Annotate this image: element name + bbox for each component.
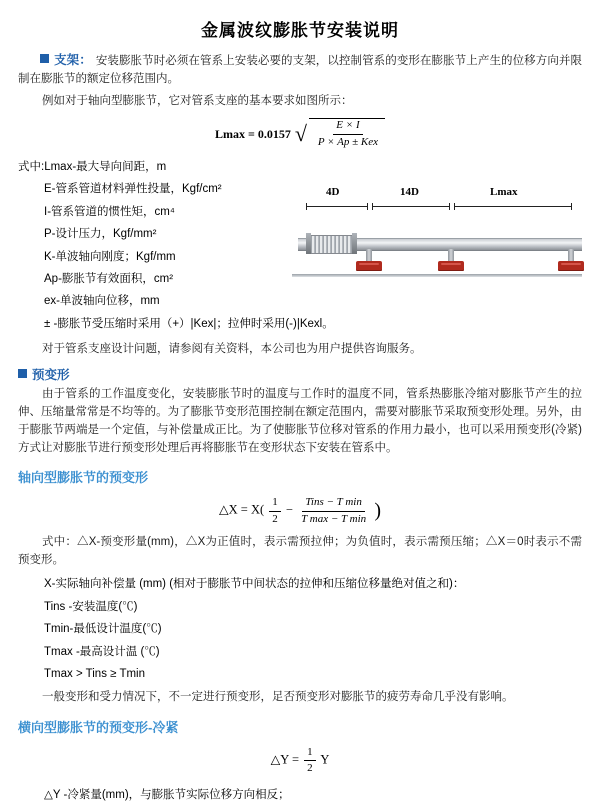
- diagram-dimension-rules: [292, 202, 582, 212]
- support-closing-paragraph: 对于管系支座设计问题，请参阅有关资料，本公司也为用户提供咨询服务。: [42, 343, 422, 356]
- pipe-support: [438, 249, 464, 275]
- lateral-equation: [18, 746, 582, 775]
- dimension-label-4d: 4D: [326, 186, 340, 198]
- definition-item: I-管系管道的惯性矩，cm⁴: [44, 205, 175, 218]
- lmax-formula-inner: [215, 118, 385, 150]
- predeform-heading-label: 预变形: [32, 368, 70, 383]
- ground-line: [292, 274, 582, 277]
- bellows-expansion-joint: [310, 235, 354, 254]
- lateral-equation-rhs: Y: [320, 752, 330, 767]
- axial-note-paragraph: 式中：△X-预变形量(mm)，△X为正值时，表示需预拉伸；为负值时，表示需预压缩；△X＝0时表示不需预变形。: [18, 535, 582, 566]
- predeform-heading: [18, 365, 582, 383]
- pipe-scene: [292, 212, 582, 290]
- axial-half-den: 2: [272, 512, 278, 525]
- definition-item: Ap-膨胀节有效面积，cm²: [44, 273, 174, 286]
- lmax-fraction: [311, 119, 385, 150]
- axial-definitions: [18, 573, 582, 685]
- axial-predeform-heading: 轴向型膨胀节的预变形: [18, 470, 149, 486]
- support-base: [356, 261, 382, 270]
- axial-fraction-temp: [298, 496, 369, 525]
- axial-equation-lhs: △X = X(: [219, 502, 265, 517]
- dimension-rule-4d: [306, 206, 368, 207]
- support-example-paragraph: 例如对于轴向型膨胀节，它对管系支座的基本要求如图所示：: [42, 94, 353, 107]
- definition-item: 式中:Lmax-最大导向间距，m: [18, 160, 167, 173]
- pipe-support: [558, 249, 584, 275]
- lateral-fraction-half: [304, 746, 316, 775]
- lmax-formula-body: [215, 118, 385, 150]
- support-heading: 支架：: [18, 55, 96, 67]
- definition-item: X-实际轴向补偿量 (mm) (相对于膨胀节中间状态的拉伸和压缩位移量绝对值之和)：: [44, 578, 465, 591]
- definition-item: K-单波轴向刚度；Kgf/mm: [44, 250, 176, 263]
- lmax-numerator: E × I: [333, 119, 362, 135]
- support-paragraph-text: 安装膨胀节时必须在管系上安装必要的支架，以控制管系的变形在膨胀节上产生的位移方向并限制在膨胀节的额定位移范围内。: [18, 55, 582, 85]
- axial-paren-close: ): [374, 499, 381, 522]
- lmax-formula: [18, 118, 582, 150]
- predeform-paragraph: 由于管系的工作温度变化，安装膨胀节时的温度与工作时的温度不同，管系热膨胀冷缩对膨胀节产生的拉伸、压缩量常常是不均等的。为了膨胀节变形范围控制在额定范围内，需要对膨胀节采取预变形处理。另外，由于膨胀节两端是一个定值，与补偿量成正比。为了使膨胀节位移对管系的作用力最小，也可以采用预变形(冷紧)方式让对膨胀节进行预变形处理后再将膨胀节在变形状态下安装在管系中。: [18, 388, 582, 454]
- support-base: [558, 261, 584, 270]
- pipe-collar: [306, 233, 311, 254]
- axial-half-num: 1: [269, 496, 281, 511]
- axial-minus-sign: −: [285, 502, 293, 517]
- axial-temp-den: T max − T min: [301, 512, 367, 525]
- page-title: 金属波纹膨胀节安装说明: [201, 21, 399, 40]
- definition-item: ± -膨胀节受压缩时采用（+）|Kex|；拉伸时采用(-)|Kexl。: [44, 317, 334, 330]
- definition-item: E-管系管道材料弹性投量，Kgf/cm²: [44, 183, 222, 196]
- definition-item: P-设计压力，Kgf/mm²: [44, 228, 157, 241]
- definition-item: Tmax -最高设计温 (℃): [44, 645, 160, 658]
- definition-item: Tins -安装温度(℃): [44, 600, 138, 613]
- radical-content: [309, 118, 385, 150]
- support-base: [438, 261, 464, 270]
- piping-support-diagram: [292, 186, 582, 296]
- lmax-denominator: P × Ap ± Kex: [317, 136, 379, 149]
- definition-item: Tmin-最低设计温度(℃): [44, 623, 162, 636]
- dimension-rule-14d: [372, 206, 450, 207]
- lateral-predeform-heading: 横向型膨胀节的预变形-冷紧: [18, 720, 179, 736]
- lmax-formula-lhs: Lmax = 0.0157: [214, 126, 291, 141]
- definition-item: ex-单波轴向位移，mm: [44, 295, 160, 308]
- lateral-half-num: 1: [304, 746, 316, 761]
- definition-item: △Y -冷紧量(mm)，与膨胀节实际位移方向相反；: [44, 788, 290, 801]
- axial-temp-num: Tins − T min: [302, 496, 364, 511]
- blue-square-icon: [40, 54, 49, 63]
- radical-icon: √: [294, 121, 307, 147]
- dimension-label-14d: 14D: [400, 186, 419, 198]
- pipe-support: [356, 249, 382, 275]
- blue-square-icon: [18, 369, 27, 378]
- lateral-half-den: 2: [307, 762, 313, 775]
- axial-equation: [18, 496, 582, 525]
- lateral-note: [18, 784, 582, 806]
- axial-closing-paragraph: 一般变形和受力情况下，不一定进行预变形，足否预变形对膨胀节的疲劳寿命几乎没有影响。: [42, 691, 514, 704]
- lateral-equation-lhs: △Y =: [270, 752, 300, 767]
- axial-fraction-half: [269, 496, 281, 525]
- definition-item: Tmax > Tins ≥ Tmin: [44, 668, 145, 681]
- support-intro-paragraph: [18, 51, 582, 89]
- diagram-dimension-labels: [292, 186, 582, 202]
- dimension-label-lmax: Lmax: [490, 186, 518, 198]
- dimension-rule-lmax: [454, 206, 572, 207]
